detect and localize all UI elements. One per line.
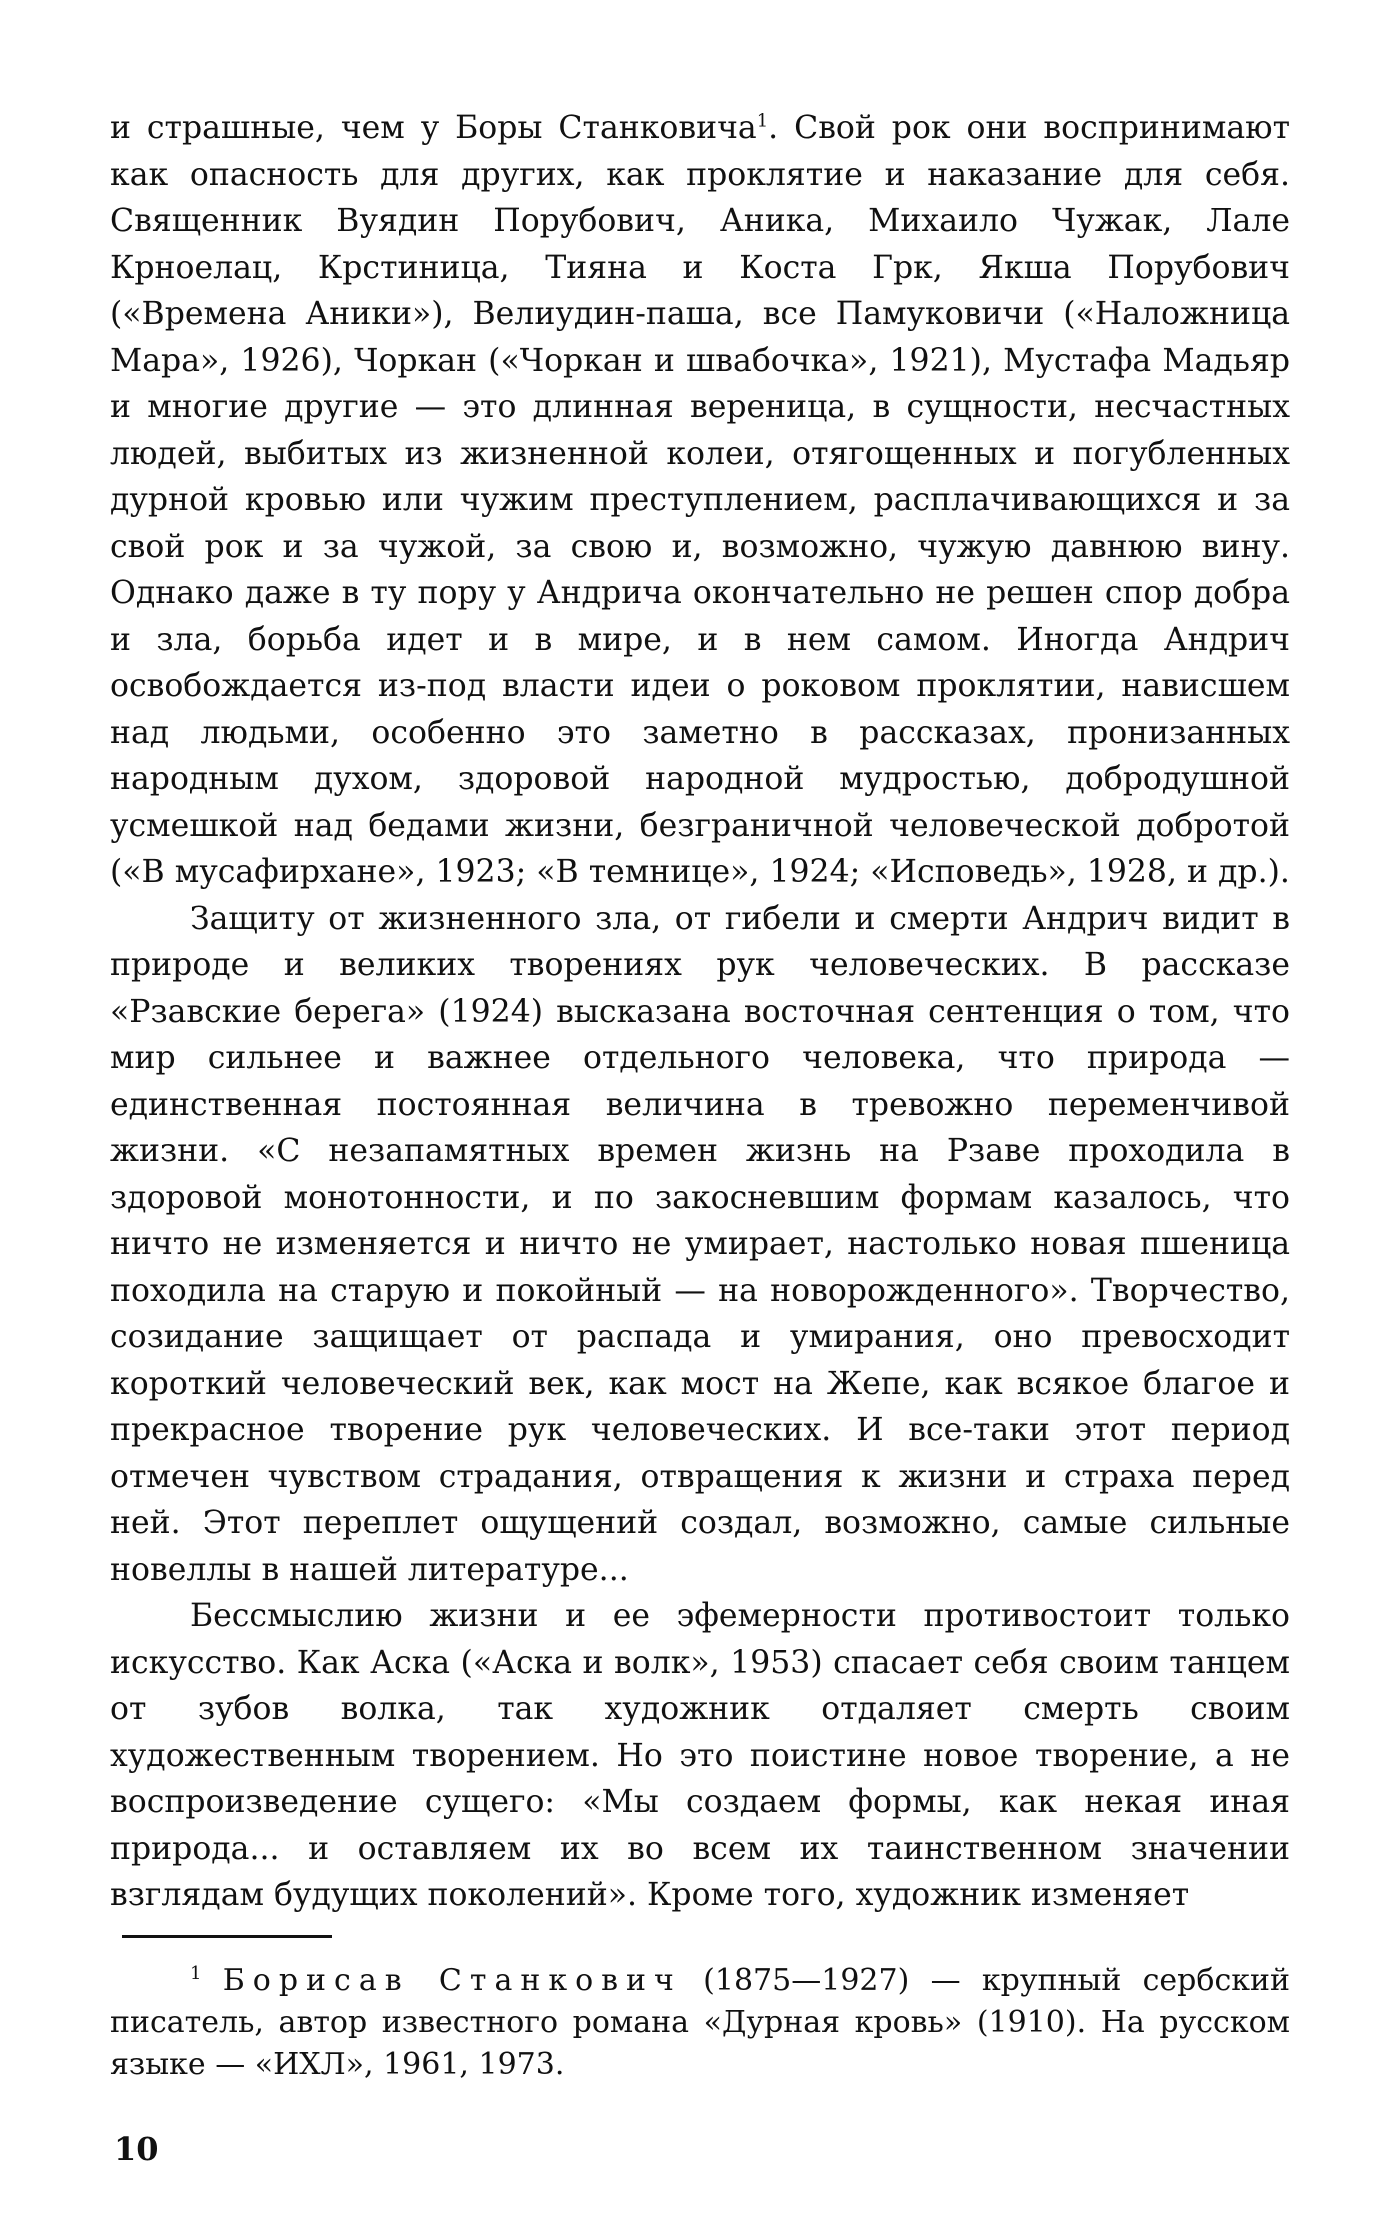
page-number: 10	[114, 2130, 159, 2168]
footnote	[110, 1960, 1290, 2086]
footnote-name: Борисав Станкович	[222, 1963, 682, 1998]
paragraph-3: Бессмыслию жизни и ее эфемерности противостоит только искусство. Как Аска («Аска и волк», 1953) спасает себя своим танцем от зубов волка, так художник отдаляет смерть своим художественным творением. Но это поистине новое творение, а не воспроизведение сущего: «Мы создаем формы, как некая иная природа... и оставляем их во всем их таинственном значении взглядам будущих поколений». Кроме того, художник изменяет	[110, 1598, 1290, 1913]
footnote-marker: 1	[190, 1963, 202, 1984]
body-text	[110, 105, 1290, 1919]
footnote-reference: 1	[756, 110, 769, 132]
paragraph-1: и страшные, чем у Боры Станковича$^1$. Свой рок они воспринимают как опасность для других, как проклятие и наказание для себя. Священник Вуядин Порубович, Аника, Михаило Чужак, Лале Крноелац, Крстиница, Тияна и Коста Грк, Якша Порубович («Времена Аники»), Велиудин-паша, все Памуковичи («Наложница Мара», 1926), Чоркан («Чоркан и швабочка», 1921), Мустафа Мадьяр и многие другие — это длинная вереница, в сущности, несчастных людей, выбитых из жизненной колеи, отягощенных и погубленных дурной кровью или чужим преступлением, расплачивающихся и за свой рок и за чужой, за свою и, возможно, чужую давнюю вину. Однако даже в ту пору у Андрича окончательно не решен спор добра и зла, борьба идет и в мире, и в нем самом. Иногда Андрич освобождается из-под власти идеи о роковом проклятии, нависшем над людьми, особенно это заметно в рассказах, пронизанных народным духом, здоровой народной мудростью, добродушной усмешкой над бедами жизни, безграничной человеческой добротой («В мусафирхане», 1923; «В темнице», 1924; «Исповедь», 1928, и др.).	[110, 110, 1291, 890]
paragraph-2: Защиту от жизненного зла, от гибели и смерти Андрич видит в природе и великих творениях рук человеческих. В рассказе «Рзавские берега» (1924) высказана восточная сентенция о том, что мир сильнее и важнее отдельного человека, что природа — единственная постоянная величина в тревожно переменчивой жизни. «С незапамятных времен жизнь на Рзаве проходила в здоровой монотонности, и по закосневшим формам казалось, что ничто не изменяется и ничто не умирает, настолько новая пшеница походила на старую и покойный — на новорожденного». Творчество, созидание защищает от распада и умирания, оно превосходит короткий человеческий век, как мост на Жепе, как всякое благое и прекрасное творение рук человеческих. И все-таки этот период отмечен чувством страдания, отвращения к жизни и страха перед ней. Этот переплет ощущений создал, возможно, самые сильные новеллы в нашей литературе...	[110, 900, 1290, 1588]
footnote-divider	[122, 1935, 332, 1938]
footnote-text: (1875—1927) — крупный сербский писатель, автор известного романа «Дурная кровь» (1910). На русском языке — «ИХЛ», 1961, 1973.	[110, 1963, 1290, 2082]
